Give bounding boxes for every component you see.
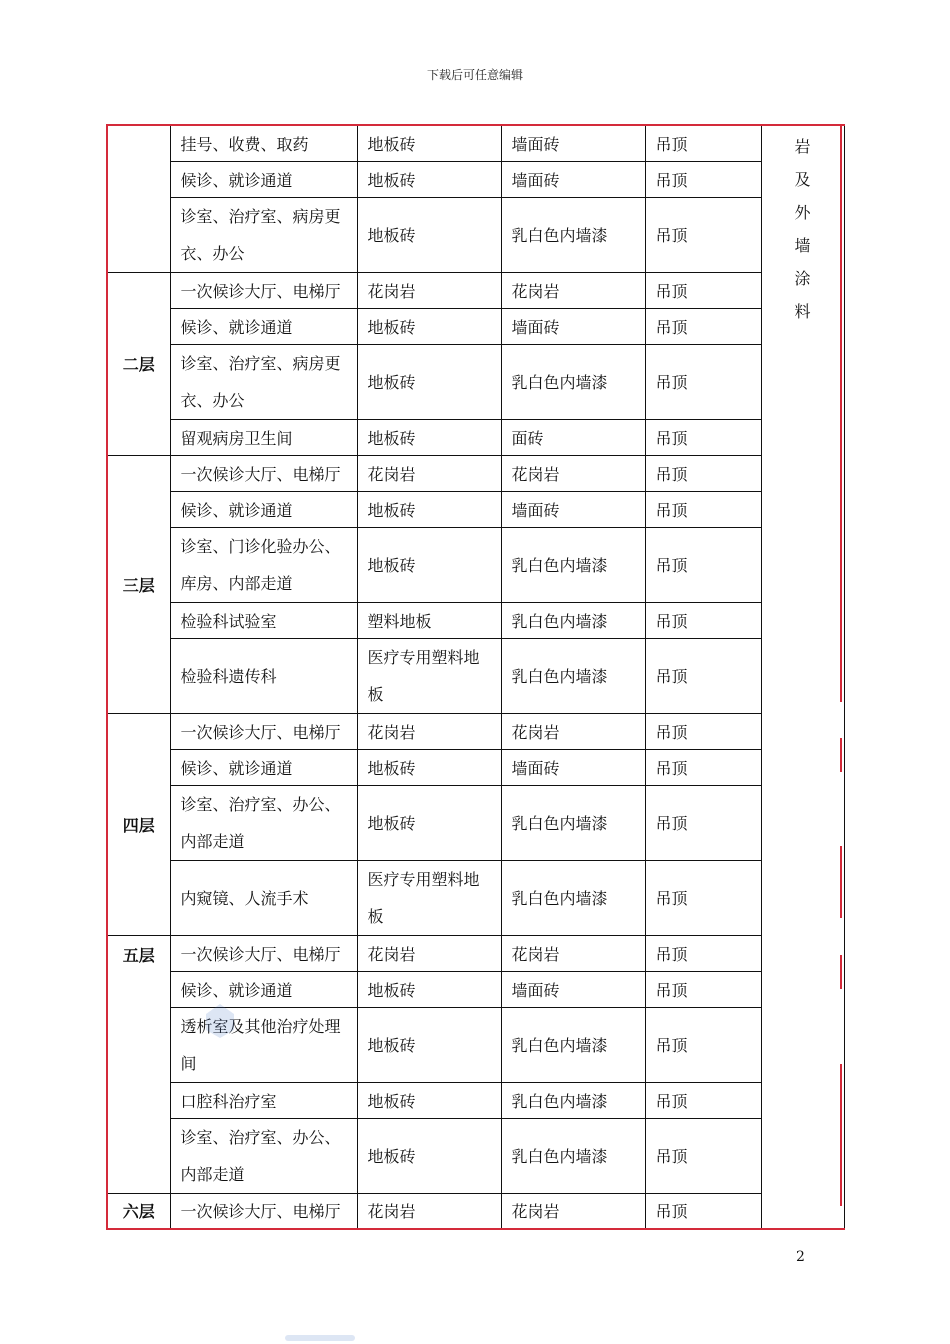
area-cell: 候诊、就诊通道 — [170, 491, 357, 527]
floor-material-cell: 塑料地板 — [357, 602, 501, 638]
ceiling-cell: 吊顶 — [645, 860, 761, 935]
ceiling-cell: 吊顶 — [645, 971, 761, 1007]
wall-material-cell: 乳白色内墙漆 — [501, 638, 645, 713]
red-border-segment — [840, 846, 842, 918]
floor-material-cell: 花岗岩 — [357, 455, 501, 491]
ceiling-cell: 吊顶 — [645, 272, 761, 308]
table-row — [107, 197, 844, 272]
floor-label-6: 六层 — [107, 1193, 170, 1229]
ceiling-cell: 吊顶 — [645, 419, 761, 455]
area-cell: 诊室、门诊化验办公、库房、内部走道 — [170, 527, 357, 602]
floor-material-cell: 医疗专用塑料地板 — [357, 638, 501, 713]
floor-label-5: 五层 — [107, 935, 170, 1193]
floor-material-cell: 地板砖 — [357, 491, 501, 527]
area-cell: 一次候诊大厅、电梯厅 — [170, 272, 357, 308]
red-border-segment — [840, 1064, 842, 1206]
wall-material-cell: 花岗岩 — [501, 713, 645, 749]
table-row — [107, 491, 844, 527]
table-row — [107, 272, 844, 308]
wall-material-cell: 乳白色内墙漆 — [501, 602, 645, 638]
area-cell: 诊室、治疗室、办公、内部走道 — [170, 785, 357, 860]
wall-material-cell: 乳白色内墙漆 — [501, 1082, 645, 1118]
wall-material-cell: 乳白色内墙漆 — [501, 1007, 645, 1082]
ceiling-cell: 吊顶 — [645, 197, 761, 272]
wall-material-cell: 乳白色内墙漆 — [501, 344, 645, 419]
table-row — [107, 455, 844, 491]
watermark-bar-icon — [285, 1333, 355, 1343]
area-cell: 候诊、就诊通道 — [170, 161, 357, 197]
floor-material-cell: 花岗岩 — [357, 272, 501, 308]
area-cell: 检验科试验室 — [170, 602, 357, 638]
area-cell: 诊室、治疗室、病房更衣、办公 — [170, 197, 357, 272]
floor-material-cell: 地板砖 — [357, 971, 501, 1007]
wall-material-cell: 花岗岩 — [501, 1193, 645, 1229]
wall-material-cell: 乳白色内墙漆 — [501, 1118, 645, 1193]
table-row — [107, 1118, 844, 1193]
wall-material-cell: 乳白色内墙漆 — [501, 785, 645, 860]
table-row — [107, 749, 844, 785]
ceiling-cell: 吊顶 — [645, 1082, 761, 1118]
area-cell: 口腔科治疗室 — [170, 1082, 357, 1118]
red-border-segment — [840, 124, 842, 702]
floor-material-cell: 地板砖 — [357, 785, 501, 860]
ceiling-cell: 吊顶 — [645, 161, 761, 197]
area-cell: 诊室、治疗室、病房更衣、办公 — [170, 344, 357, 419]
area-cell: 一次候诊大厅、电梯厅 — [170, 713, 357, 749]
wall-material-cell: 面砖 — [501, 419, 645, 455]
ceiling-cell: 吊顶 — [645, 749, 761, 785]
area-cell: 检验科遗传科 — [170, 638, 357, 713]
area-cell: 候诊、就诊通道 — [170, 971, 357, 1007]
ceiling-cell: 吊顶 — [645, 455, 761, 491]
area-cell: 挂号、收费、取药 — [170, 125, 357, 161]
floor-material-cell: 地板砖 — [357, 344, 501, 419]
wall-material-cell: 乳白色内墙漆 — [501, 197, 645, 272]
red-border-segment — [840, 955, 842, 989]
area-cell: 一次候诊大厅、电梯厅 — [170, 455, 357, 491]
wall-material-cell: 花岗岩 — [501, 272, 645, 308]
floor-material-cell: 医疗专用塑料地板 — [357, 860, 501, 935]
floor-label-4: 四层 — [107, 713, 170, 935]
floor-material-cell: 地板砖 — [357, 125, 501, 161]
table-row — [107, 935, 844, 971]
area-cell: 内窥镜、人流手术 — [170, 860, 357, 935]
area-cell: 候诊、就诊通道 — [170, 749, 357, 785]
wall-material-cell: 墙面砖 — [501, 491, 645, 527]
page-header: 下载后可任意编辑 — [426, 68, 523, 82]
ceiling-cell: 吊顶 — [645, 935, 761, 971]
table-row — [107, 419, 844, 455]
floor-material-cell: 地板砖 — [357, 419, 501, 455]
ceiling-cell: 吊顶 — [645, 344, 761, 419]
table-row — [107, 602, 844, 638]
ceiling-cell: 吊顶 — [645, 125, 761, 161]
red-border-segment — [840, 738, 842, 772]
ceiling-cell: 吊顶 — [645, 308, 761, 344]
ceiling-cell: 吊顶 — [645, 1193, 761, 1229]
area-cell: 诊室、治疗室、办公、内部走道 — [170, 1118, 357, 1193]
floor-material-cell: 地板砖 — [357, 161, 501, 197]
floor-material-cell: 地板砖 — [357, 1007, 501, 1082]
floor-material-cell: 地板砖 — [357, 527, 501, 602]
ceiling-cell: 吊顶 — [645, 602, 761, 638]
floor-label-2: 二层 — [107, 272, 170, 455]
table-row — [107, 344, 844, 419]
ceiling-cell: 吊顶 — [645, 491, 761, 527]
table-row — [107, 638, 844, 713]
ceiling-cell: 吊顶 — [645, 1007, 761, 1082]
wall-material-cell: 墙面砖 — [501, 749, 645, 785]
wall-material-cell: 墙面砖 — [501, 125, 645, 161]
ceiling-cell: 吊顶 — [645, 638, 761, 713]
exterior-finish-text: 岩 及 外 墙 涂 料 — [794, 137, 811, 321]
table-row — [107, 125, 844, 161]
area-cell: 留观病房卫生间 — [170, 419, 357, 455]
area-cell: 一次候诊大厅、电梯厅 — [170, 935, 357, 971]
watermark-icon — [200, 1000, 240, 1040]
ceiling-cell: 吊顶 — [645, 785, 761, 860]
exterior-finish-cell — [761, 125, 844, 1229]
area-cell: 透析室及其他治疗处理间 — [170, 1007, 357, 1082]
page-number: 2 — [796, 1249, 805, 1265]
table-row — [107, 308, 844, 344]
wall-material-cell: 墙面砖 — [501, 308, 645, 344]
floor-material-cell: 地板砖 — [357, 1118, 501, 1193]
floor-material-cell: 地板砖 — [357, 749, 501, 785]
table-row — [107, 860, 844, 935]
table-row — [107, 1193, 844, 1229]
table-row — [107, 527, 844, 602]
floor-material-cell: 地板砖 — [357, 308, 501, 344]
floor-material-cell: 花岗岩 — [357, 1193, 501, 1229]
ceiling-cell: 吊顶 — [645, 1118, 761, 1193]
floor-material-cell: 地板砖 — [357, 197, 501, 272]
ceiling-cell: 吊顶 — [645, 527, 761, 602]
wall-material-cell: 乳白色内墙漆 — [501, 860, 645, 935]
ceiling-cell: 吊顶 — [645, 713, 761, 749]
wall-material-cell: 墙面砖 — [501, 161, 645, 197]
area-cell: 一次候诊大厅、电梯厅 — [170, 1193, 357, 1229]
wall-material-cell: 乳白色内墙漆 — [501, 527, 645, 602]
floor-label-3: 三层 — [107, 455, 170, 713]
wall-material-cell: 墙面砖 — [501, 971, 645, 1007]
materials-table — [106, 124, 845, 1230]
floor-material-cell: 地板砖 — [357, 1082, 501, 1118]
floor-material-cell: 花岗岩 — [357, 713, 501, 749]
table-row — [107, 1082, 844, 1118]
table-row — [107, 713, 844, 749]
wall-material-cell: 花岗岩 — [501, 455, 645, 491]
table-row — [107, 785, 844, 860]
floor-material-cell: 花岗岩 — [357, 935, 501, 971]
wall-material-cell: 花岗岩 — [501, 935, 645, 971]
floor-cell-empty — [107, 125, 170, 272]
area-cell: 候诊、就诊通道 — [170, 308, 357, 344]
table-row — [107, 161, 844, 197]
